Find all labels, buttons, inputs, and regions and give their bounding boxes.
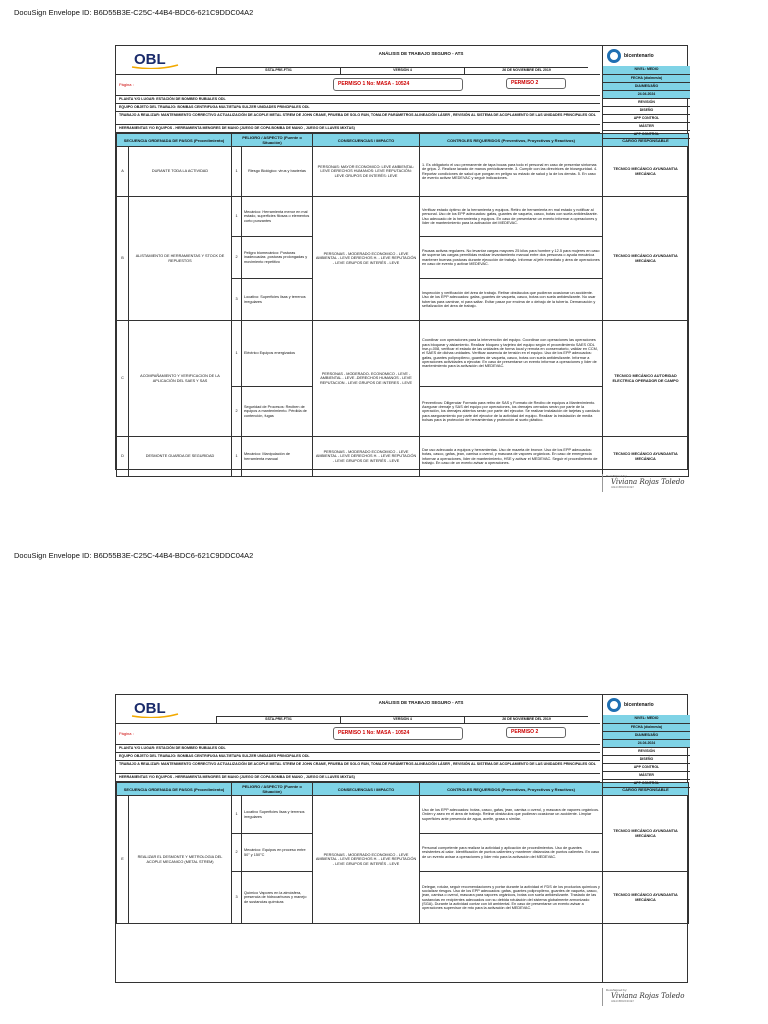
- rp-master: MÁSTER: [603, 123, 690, 131]
- risk-level: NIVEL: MEDIO: [603, 66, 690, 75]
- signature-label: DocuSigned by:: [606, 988, 628, 992]
- header-hazard: PELIGRO / ASPECTO (Fuente o Situación): [232, 783, 313, 796]
- rp-app-control-2: APP CONTROL: [603, 131, 690, 139]
- right-panel: [602, 46, 690, 469]
- work-line: TRABAJO A REALIZAR: MANTENIMIENTO CORRECTIVO ACTUALIZACIÓN DE ACOPLE METAL STREM DE JOHN CRANE, PRUEBA DE SOLO RUN, TOMA DE PARÁMETROS ALINEACIÓN LÁSER , REVISIÓN AL SISTEMA DE ACOPLAMIENTO DE LAS UNIDADES PRINCIPALES ODL: [116, 112, 600, 125]
- controls: Verificar estado óptimo de la herramienta y equipos. Retiro de herramienta en mal estado y notificar al personal. Uso de los EPP adecuados: gafas, guantes de vaqueta, casco, botas con suela antideslizante. Uso adecuado de la herramienta y equipos. En caso de presentarse un evento informar a operaciones y líder de mantenimiento para la activación del MEDEVAC.: [420, 197, 603, 237]
- rp-master: MÁSTER: [603, 772, 690, 780]
- responsible: TECNICO MECÁNICO AYUNDANTIA MECÁNICA: [603, 147, 689, 197]
- hazard: Riesgo Biológico: virus y bacterias: [242, 147, 313, 197]
- doc-version: VERSIÓN 4: [340, 68, 464, 75]
- doc-version: VERSIÓN 4: [340, 717, 464, 724]
- hazard-number: 1: [232, 796, 242, 834]
- step-name: DESMONTE GUARDA DE SEGURIDAD: [129, 437, 232, 477]
- hazard: Mecánico: Herramienta menor en mal estado, superficies filosas o elementos corto punzantes: [242, 197, 313, 237]
- header-consequence: CONSECUENCIAS / IMPACTO: [313, 134, 420, 147]
- signature-label: DocuSigned by:: [606, 474, 628, 478]
- header-responsible: CARGO RESPONSABLE: [603, 783, 689, 796]
- controls: Delegar, rotular, seguir recomendaciones y portar durante la actividad el FDS de los productos químicos y socializar riesgos. Uso de los EPP adecuados: gafas, guantes polipropileno, guantes de vaqueta, casco, jean, camisa o overol, mascara para vapores orgánicos, botas con suela antideslizante. Traslado de las sustancias en recipientes adecuados con su debida rotulación del sistema globalmente armonizado (SGA). Durante la actividad contar con kit ambiental. En caso de presentarse un evento avisar a operaciones supervisor de mto para la activación del MEDEVAC.: [420, 872, 603, 924]
- hazard-number: 2: [232, 834, 242, 872]
- doc-code: SSTA-PRE-FT01: [216, 68, 340, 75]
- step-name: DURANTE TODA LA ACTIVIDAD: [129, 147, 232, 197]
- signature-name: Viviana Rojas Toledo: [611, 478, 685, 486]
- doc-date: 26 DE NOVIEMBRE DEL 2019: [464, 717, 588, 724]
- permit-1: PERMISO 1 No: MASA - 10524: [333, 78, 463, 91]
- plant-line: PLANTA Y/O LUGAR: ESTACIÓN DE BOMBEO RUBIALES ODL: [116, 745, 600, 753]
- controls: Coordinar con operaciones para la intervención del equipo. Coordinar con operaciones las operaciones para bloquear y aislamiento. Realizar bloqueo y tarjeteo del equipo según el procedimiento SAES ODL hse-p-008, verificar el estado de las unidades de forma local y remota en conservatorio, validar en CCM, el SAES de dichas unidades. Verificar ausencia de tensión en el equipo. Uso de los EPP adecuados: gafas, guantes polipropileno, guantes de vaqueta, casco, botas con suela antideslizante. Informar a operaciones actividades a ejecutar. En caso de presentarse un evento informar a operaciones y líder de mantenimiento para la activación del MEDEVAC.: [420, 321, 603, 387]
- signature-block: [602, 474, 693, 492]
- envelope-id: DocuSign Envelope ID: B6D55B3E-C25C-44B4-BDC6-621C9DDC04A2: [14, 8, 254, 17]
- header-sequence: SECUENCIA ORDENADA DE PASOS (Procedimiento): [117, 134, 232, 147]
- controls: Dar uso adecuado a equipos y herramientas. Uso de mazeta de bronce. Uso de los EPP adecuados: botas, casco, gafas, jean, camisa o overol, y mascara de vapores orgánicos. En caso de emergencia informar a operaciones, líder de mantenimiento, HSE y activar el MEDEVAC. Seguir el procedimiento de trabajo. En caso de un evento avisar a operaciones.: [420, 437, 603, 477]
- step-name: ALISTAMIENTO DE HERRAMIENTAS Y STOCK DE REPUESTOS: [129, 197, 232, 321]
- header-controls: CONTROLES REQUERIDOS (Preventivos, Proyectivos y Reactivos): [420, 134, 603, 147]
- step-letter: A: [117, 147, 129, 197]
- permits-row: [116, 724, 600, 745]
- rp-app-control: APP CONTROL: [603, 115, 690, 123]
- doc-header: [116, 695, 600, 724]
- page-label: Página :: [119, 731, 134, 736]
- controls: Personal competente para realizar la actividad y aplicación de procedimientos. Uso de guantes resistentes al calor. Identificación de puntos calientes y mantener distancias de puntos calientes. En caso de un evento avisar a operaciones y líder mto para la activación del MEDEVAC.: [420, 834, 603, 872]
- rp-revision: REVISIÓN: [603, 99, 690, 107]
- rp-date-value: 24.04.2024: [603, 91, 690, 99]
- header-responsible: CARGO RESPONSABLE: [603, 134, 689, 147]
- controls: Preventivos: Diligenciar Formato para retiro de SAS y Formato de Recibo de equipos a Mantenimiento. Asegurar drenaje y SAS del equipo por operaciones, los drenajes cerrados serán por parte de la operación, los drenajes abiertos serán por parte del ejecutor. Se realizar instalación de tarjetas y candado para aseguramiento por parte del ejecutor de la actividad del equipo. Realizar la instalación de media bolsas para la protección de herramientas y protección al suelo plástico.: [420, 387, 603, 437]
- rp-revision: REVISIÓN: [603, 748, 690, 756]
- header-sequence: SECUENCIA ORDENADA DE PASOS (Procedimiento): [117, 783, 232, 796]
- rp-date-format: DIA/MES/AÑO: [603, 732, 690, 740]
- hazard: Seguridad de Procesos: Reciben de equipos a mantenimiento. Pérdida de contención, fugas: [242, 387, 313, 437]
- responsible: TECNICO MECÁNICO AYUNDANTIA MECÁNICA: [603, 197, 689, 321]
- work-line: TRABAJO A REALIZAR: MANTENIMIENTO CORRECTIVO ACTUALIZACIÓN DE ACOPLE METAL STREM DE JOHN CRANE, PRUEBA DE SOLO RUN, TOMA DE PARÁMETROS ALINEACIÓN LÁSER , REVISIÓN AL SISTEMA DE ACOPLAMIENTO DE LAS UNIDADES PRINCIPALES ODL: [116, 761, 600, 774]
- client-logo: bicentenario: [603, 46, 690, 66]
- tools-line: HERRAMIENTAS Y/O EQUIPOS - HERRAMIENTA MENORES DE MANO (JUEGO DE COPA BOMBA DE MANO , JUEGO DE LLAVES MIXTAS): [116, 774, 600, 782]
- rp-app-control-2: APP CONTROL: [603, 780, 690, 788]
- doc-code: SSTA-PRE-FT01: [216, 717, 340, 724]
- controls: 1. Es obligatorio el uso permanente de tapa bocas para todo el personal en caso de presentar síntomas de gripa. 2. Realizar lavado de manos periódicamente. 3. Cumplir con las directrices de bioseguridad. 4. Reportar condiciones de salud que pongan en peligro su estado de salud y la de los demás. 5. En caso de evento activar MEDEVAC y seguir indicaciones.: [420, 147, 603, 197]
- permits-row: [116, 75, 600, 96]
- right-panel: [602, 695, 690, 982]
- rp-date-format: DIA/MES/AÑO: [603, 83, 690, 91]
- permit-2: PERMISO 2: [506, 727, 566, 738]
- risk-level: NIVEL: MEDIO: [603, 715, 690, 724]
- hazard-number: 1: [232, 197, 242, 237]
- equipment-line: EQUIPO OBJETO DEL TRABAJO: BOMBAS CENTRIFUGA MULTIETAPA SULZER UNIDADES PRINCIPALES ODL: [116, 753, 600, 761]
- step-letter: D: [117, 437, 129, 477]
- hazard-number: 1: [232, 147, 242, 197]
- rp-design: DISEÑO: [603, 756, 690, 764]
- rp-design: DISEÑO: [603, 107, 690, 115]
- doc-header: [116, 46, 600, 75]
- signature-name: Viviana Rojas Toledo: [611, 992, 685, 1000]
- envelope-id: DocuSign Envelope ID: B6D55B3E-C25C-44B4-BDC6-621C9DDC04A2: [14, 551, 254, 560]
- signature-id: A6E1C8B92F4D4E7: [611, 1000, 634, 1003]
- bicentenario-icon: [607, 49, 621, 63]
- controls: Pausas activas regulares. No levantar cargas mayores 25 kilos para hombre y 12.5 para mujeres en caso de superar las cargas permitidas realizar levantamiento manual entre dos personas o ayuda mecánica mantener buenas posturas durante ejecución de trabajo. Informar al jefe inmediato y área de operaciones en caso de evento y activar MEDEVAC.: [420, 237, 603, 279]
- hazard: Mecánico: Manipulación de herramienta manual: [242, 437, 313, 477]
- step-name: ACOMPAÑAMIENTO Y VERIFICACION DE LA APLICACIÓN DEL SAES Y SAS: [129, 321, 232, 437]
- doc-title: ANÁLISIS DE TRABAJO SEGURO - ATS: [378, 700, 464, 705]
- tools-line: HERRAMIENTAS Y/O EQUIPOS - HERRAMIENTA MENORES DE MANO (JUEGO DE COPA BOMBA DE MANO , JUEGO DE LLAVES MIXTAS): [116, 125, 600, 133]
- hazard-number: 2: [232, 237, 242, 279]
- hazard: Mecánico: Equipos en proceso entre 50° y 150°C: [242, 834, 313, 872]
- hazard-number: 3: [232, 872, 242, 924]
- responsible: TECNICO MECÁNICO AUTORIDAD ELECTRICA OPERADOR DE CAMPO: [603, 321, 689, 437]
- consequence: PERSONAS - MODERADO ECONOMICO - LEVE AMBIENTAL - LEVE DERECHOS H. - LEVE REPUTACIÓN - LEVE GRUPOS DE INTERÉS - LEVE: [313, 197, 420, 321]
- consequence: PERSONAS - MODERADO ECONOMICO - LEVE AMBIENTAL - LEVE DERECHOS H. - LEVE REPUTACIÓN - LEVE GRUPOS DE INTERÉS - LEVE: [313, 796, 420, 924]
- obl-logo: [126, 698, 186, 718]
- controls: Inspección y verificación del área de trabajo. Retirar obstáculos que pudieran ocasionar un accidente. Uso de los EPP adecuados: gafas, guantes de vaqueta, casco, botas con suela antideslizante. No usar tuberías para caminar, ni para saltar. Evitar pasar por encima de o debajo de la tubería. Demarcación y señalización del área de trabajo.: [420, 279, 603, 321]
- doc-meta: [216, 716, 588, 724]
- doc-meta: [216, 67, 588, 75]
- doc-title: ANÁLISIS DE TRABAJO SEGURO - ATS: [378, 51, 464, 56]
- header-consequence: CONSECUENCIAS / IMPACTO: [313, 783, 420, 796]
- equipment-line: EQUIPO OBJETO DEL TRABAJO: BOMBAS CENTRIFUGA MULTIETAPA SULZER UNIDADES PRINCIPALES ODL: [116, 104, 600, 112]
- consequence: PERSONAS: MAYOR ECONOMICO: LEVE AMBIENTAL: LEVE DERECHOS HUMANOS: LEVE REPUTACIÓN: LEVE GRUPOS DE INTERÉS: LEVE: [313, 147, 420, 197]
- signature-id: A6E1C8B92F4D4E7: [611, 486, 634, 489]
- hazard: Locativo Superficies lisas y terrenos irregulares: [242, 796, 313, 834]
- header-controls: CONTROLES REQUERIDOS (Preventivos, Proyectivos y Reactivos): [420, 783, 603, 796]
- step-letter: C: [117, 321, 129, 437]
- responsible: TECNICO MECÁNICO AYUNDANTIA MECÁNICA: [603, 437, 689, 477]
- rp-date-value: 24.04.2024: [603, 740, 690, 748]
- controls: Uso de los EPP adecuados: botas, casco, gafas, jean, camisa o overol, y mascara de vapores orgánicos. Orden y aseo en el área de trabajo. Retirar obstáculos que pudieran ocasionar un accidente. Limpiar superficies ante presencia de agua, aceite, grasa o similar.: [420, 796, 603, 834]
- permit-2: PERMISO 2: [506, 78, 566, 89]
- signature-block: [602, 988, 693, 1006]
- hazard: Locativo: Superficies lisas y terrenos irregulares: [242, 279, 313, 321]
- hazard: Eléctrico Equipos energizados: [242, 321, 313, 387]
- step-name: REALIZAR EL DESMONTE Y METROLOGIA DEL ACOPLE MECANICO (METAL STREM): [129, 796, 232, 924]
- hazard: Químico Vapores en la atmósfera, presencia de hidrocarburos y manejo de sustancias químicas: [242, 872, 313, 924]
- rp-date: FECHA (día/mes/a): [603, 724, 690, 732]
- hazard-number: 3: [232, 279, 242, 321]
- step-letter: B: [117, 197, 129, 321]
- hazard: Peligro biomecánico: Posturas inadecuadas ,posturas prolongadas y movimiento repetitivo: [242, 237, 313, 279]
- hazard-number: 2: [232, 387, 242, 437]
- doc-date: 26 DE NOVIEMBRE DEL 2019: [464, 68, 588, 75]
- svg-text:OBL: OBL: [134, 51, 166, 68]
- hazard-number: 1: [232, 437, 242, 477]
- bicentenario-icon: [607, 698, 621, 712]
- page-label: Página :: [119, 82, 134, 87]
- header-hazard: PELIGRO / ASPECTO (Fuente o Situación): [232, 134, 313, 147]
- rp-date: FECHA (día/mes/a): [603, 75, 690, 83]
- ats-page-2: [115, 694, 688, 983]
- responsible: TECNICO MECÁNICO AYUNDANTIA MECÁNICA: [603, 796, 689, 872]
- permit-1: PERMISO 1 No: MASA - 10524: [333, 727, 463, 740]
- client-logo: bicentenario: [603, 695, 690, 715]
- rp-app-control: APP CONTROL: [603, 764, 690, 772]
- consequence: PERSONAS - MODERADO- ECONOMICO - LEVE - AMBIENTAL - LEVE -DERECHOS HUMANOS - LEVE REPUTACION - LEVE GRUPOS DE INTERES - LEVE: [313, 321, 420, 437]
- step-letter: E: [117, 796, 129, 924]
- svg-text:OBL: OBL: [134, 700, 166, 717]
- consequence: PERSONAS - MODERADO ECONOMICO - LEVE AMBIENTAL - LEVE DERECHOS H. - LEVE REPUTACIÓN - LEVE GRUPOS DE INTERÉS - LEVE: [313, 437, 420, 477]
- responsible: TECNICO MECÁNICO AYUNDANTIA MECÁNICA: [603, 872, 689, 924]
- ats-page-1: [115, 45, 688, 470]
- plant-line: PLANTA Y/O LUGAR: ESTACIÓN DE BOMBEO RUBIALES ODL: [116, 96, 600, 104]
- obl-logo: [126, 49, 186, 69]
- hazard-number: 1: [232, 321, 242, 387]
